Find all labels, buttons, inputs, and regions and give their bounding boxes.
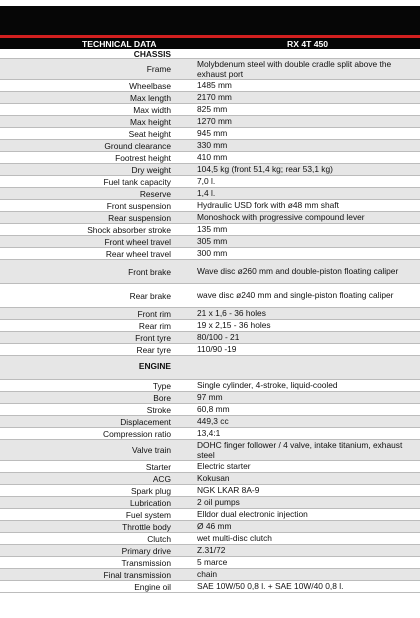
table-row xyxy=(0,104,420,116)
spec-value: wave disc ø240 mm and single-piston floating caliper xyxy=(197,290,394,300)
table-row xyxy=(0,428,420,440)
spec-value: Electric starter xyxy=(197,461,251,471)
table-row xyxy=(0,545,420,557)
spec-value: wet multi-disc clutch xyxy=(197,533,272,543)
spec-label: Max length xyxy=(130,93,171,103)
table-row xyxy=(0,473,420,485)
spec-label: Front tyre xyxy=(135,333,171,343)
table-row xyxy=(0,200,420,212)
spec-label: Spark plug xyxy=(130,486,171,496)
spec-value: 945 mm xyxy=(197,128,228,138)
spec-value: Molybdenum steel with double cradle split above the exhaust port xyxy=(197,59,392,79)
spec-value: 2 oil pumps xyxy=(197,497,240,507)
table-row xyxy=(0,497,420,509)
spec-value: 135 mm xyxy=(197,224,228,234)
spec-label: Fuel tank capacity xyxy=(103,177,171,187)
spec-value: chain xyxy=(197,569,218,579)
spec-label: ACG xyxy=(152,474,171,484)
table-row xyxy=(0,308,420,320)
table-row xyxy=(0,164,420,176)
spec-label: Wheelbase xyxy=(129,81,171,91)
spec-label: Starter xyxy=(145,462,171,472)
table-row xyxy=(0,344,420,356)
table-row xyxy=(0,128,420,140)
spec-value: Single cylinder, 4-stroke, liquid-cooled xyxy=(197,380,338,390)
spec-value: 330 mm xyxy=(197,140,228,150)
table-row xyxy=(0,80,420,92)
spec-value: DOHC finger follower / 4 valve, intake titanium, exhaust steel xyxy=(197,440,403,460)
table-row xyxy=(0,59,420,80)
table-title: TECHNICAL DATA xyxy=(82,39,157,49)
spec-label: Final transmission xyxy=(103,570,171,580)
spec-label: Engine oil xyxy=(134,582,171,592)
table-row xyxy=(0,569,420,581)
spec-value: Monoshock with progressive compound lever xyxy=(197,212,365,222)
spec-value: Kokusan xyxy=(197,473,230,483)
spec-value: 305 mm xyxy=(197,236,228,246)
table-row xyxy=(0,392,420,404)
spec-label: Ground clearance xyxy=(104,141,171,151)
spec-table xyxy=(0,49,420,593)
spec-label: Lubrication xyxy=(130,498,171,508)
section-title: ENGINE xyxy=(138,361,171,371)
spec-label: Front suspension xyxy=(106,201,171,211)
spec-value: 5 marce xyxy=(197,557,228,567)
spec-label: Seat height xyxy=(128,129,171,139)
spec-value: 7,0 l. xyxy=(197,176,216,186)
spec-value: 97 mm xyxy=(197,392,223,402)
spec-label: Fuel system xyxy=(125,510,171,520)
spec-label: Rear brake xyxy=(129,291,171,301)
table-row xyxy=(0,152,420,164)
spec-label: Bore xyxy=(153,393,171,403)
table-row xyxy=(0,176,420,188)
table-row xyxy=(0,284,420,308)
spec-value: 1270 mm xyxy=(197,116,232,126)
spec-label: Throttle body xyxy=(122,522,171,532)
spec-value: 104,5 kg (front 51,4 kg; rear 53,1 kg) xyxy=(197,164,333,174)
model-name: RX 4T 450 xyxy=(287,39,329,49)
spec-label: Shock absorber stroke xyxy=(87,225,171,235)
spec-label: Compression ratio xyxy=(103,429,171,439)
table-row xyxy=(0,533,420,545)
spec-value: 13,4:1 xyxy=(197,428,221,438)
spec-value: Wave disc ø260 mm and double-piston floating caliper xyxy=(197,266,399,276)
spec-label: Clutch xyxy=(147,534,171,544)
spec-label: Rear tyre xyxy=(136,345,171,355)
spec-label: Primary drive xyxy=(121,546,171,556)
spec-label: Stroke xyxy=(146,405,171,415)
table-row xyxy=(0,320,420,332)
spec-value: 300 mm xyxy=(197,248,228,258)
table-row xyxy=(0,248,420,260)
spec-label: Front brake xyxy=(128,267,171,277)
spec-label: Type xyxy=(152,381,171,391)
spec-label: Rear wheel travel xyxy=(105,249,171,259)
spec-label: Reserve xyxy=(139,189,171,199)
spec-value: SAE 10W/50 0,8 l. + SAE 10W/40 0,8 l. xyxy=(197,581,344,591)
table-row xyxy=(0,224,420,236)
spec-label: Footrest height xyxy=(115,153,171,163)
section-header xyxy=(0,49,420,59)
spec-value: 825 mm xyxy=(197,104,228,114)
spec-label: Frame xyxy=(146,64,171,74)
section-title: CHASSIS xyxy=(133,49,171,59)
spec-label: Max width xyxy=(133,105,171,115)
spec-label: Dry weight xyxy=(131,165,171,175)
table-row xyxy=(0,332,420,344)
table-row xyxy=(0,116,420,128)
spec-value: Elldor dual electronic injection xyxy=(197,509,308,519)
spec-label: Displacement xyxy=(120,417,171,427)
table-row xyxy=(0,485,420,497)
spec-value: NGK LKAR 8A-9 xyxy=(197,485,260,495)
spec-label: Valve train xyxy=(132,445,171,455)
spec-value: 410 mm xyxy=(197,152,228,162)
spec-value: 2170 mm xyxy=(197,92,232,102)
section-header xyxy=(0,356,420,380)
table-row xyxy=(0,92,420,104)
spec-value: 449,3 cc xyxy=(197,416,229,426)
spec-label: Rear rim xyxy=(138,321,171,331)
header-band xyxy=(0,6,420,38)
table-row xyxy=(0,521,420,533)
spec-value: 19 x 2,15 - 36 holes xyxy=(197,320,271,330)
table-row xyxy=(0,212,420,224)
spec-value: 110/90 -19 xyxy=(197,344,237,354)
spec-value: 1,4 l. xyxy=(197,188,216,198)
spec-label: Front rim xyxy=(137,309,171,319)
table-row xyxy=(0,236,420,248)
table-row xyxy=(0,581,420,593)
spec-value: 21 x 1,6 - 36 holes xyxy=(197,308,266,318)
spec-label: Front wheel travel xyxy=(104,237,171,247)
spec-value: Ø 46 mm xyxy=(197,521,232,531)
spec-value: Hydraulic USD fork with ø48 mm shaft xyxy=(197,200,339,210)
table-row xyxy=(0,557,420,569)
table-row xyxy=(0,188,420,200)
spec-label: Max height xyxy=(130,117,171,127)
table-row xyxy=(0,509,420,521)
spec-label: Rear suspension xyxy=(108,213,171,223)
table-row xyxy=(0,404,420,416)
spec-value: 80/100 - 21 xyxy=(197,332,240,342)
table-row xyxy=(0,380,420,392)
spec-value: 60,8 mm xyxy=(197,404,230,414)
table-row xyxy=(0,440,420,461)
table-row xyxy=(0,416,420,428)
table-row xyxy=(0,461,420,473)
table-row xyxy=(0,260,420,284)
spec-value: Z.31/72 xyxy=(197,545,226,555)
table-header xyxy=(0,38,420,49)
table-row xyxy=(0,140,420,152)
spec-value: 1485 mm xyxy=(197,80,232,90)
spec-label: Transmission xyxy=(121,558,171,568)
